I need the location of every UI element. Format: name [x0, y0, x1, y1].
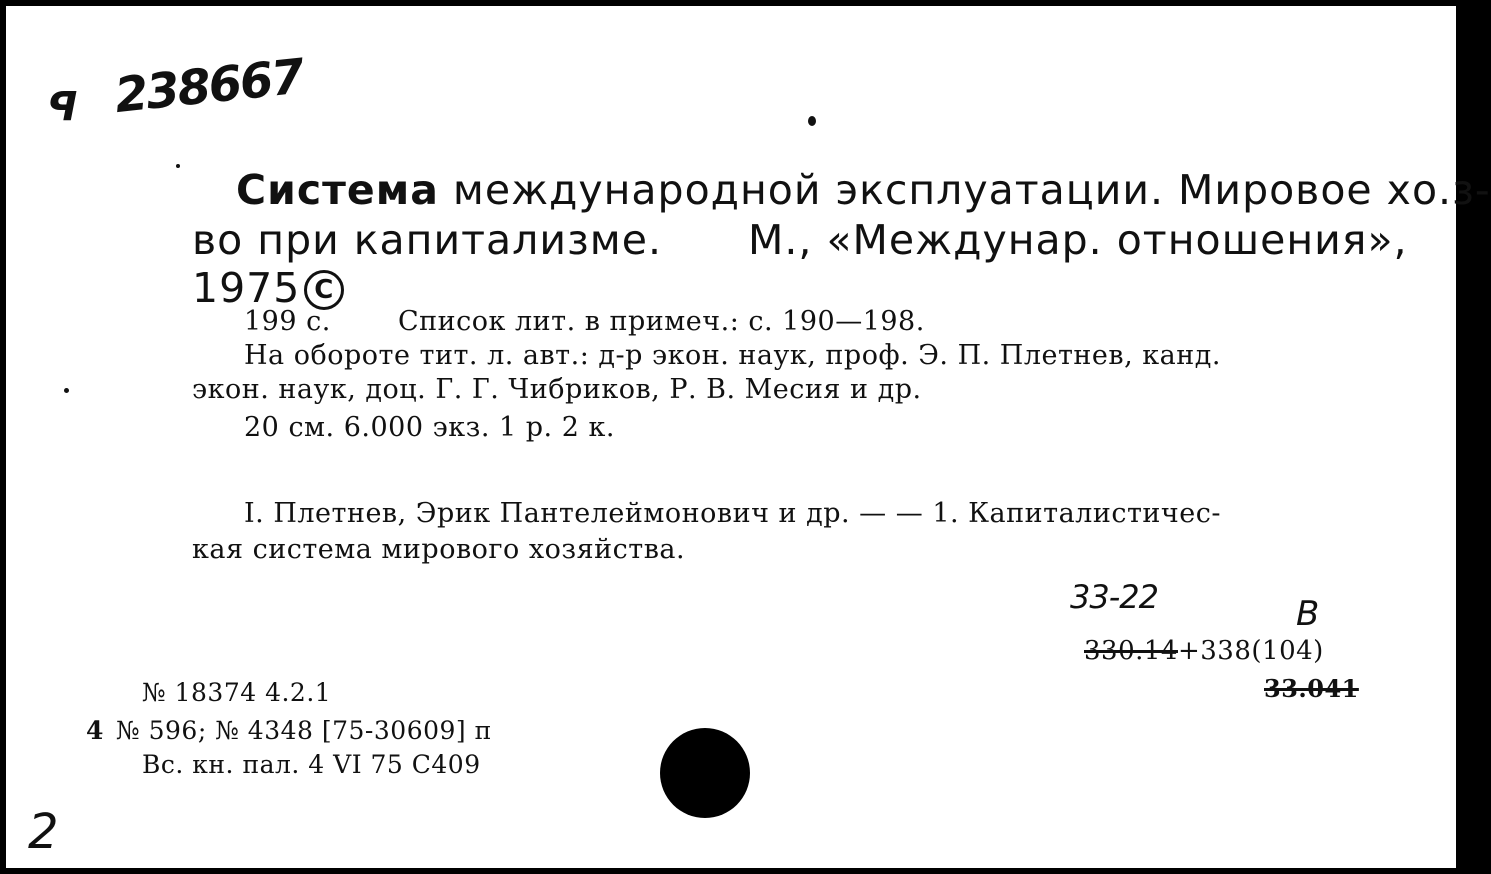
print-line-2: № 596; № 4348 [75-30609] п [116, 716, 492, 745]
copyright-icon: C [304, 270, 344, 310]
publication-year: 1975 [192, 264, 301, 312]
accession-mark: ꟼ [48, 84, 78, 130]
struck-class-code: 33.041 [1264, 674, 1359, 703]
title-line-2-imprint [748, 216, 1408, 264]
title-line-1-end: з- [1452, 166, 1491, 214]
title-line-2-left: во при капитализме. [192, 216, 662, 264]
print-line-1: № 18374 4.2.1 [142, 678, 332, 707]
print-line-2-prefix: 4 [86, 716, 104, 745]
speck [64, 388, 69, 393]
accession-number: 238667 [112, 48, 306, 124]
catalog-card [6, 6, 1491, 868]
bibliography-note: Список лит. в примеч.: с. 190—198. [398, 306, 925, 337]
print-line-3: Вс. кн. пал. 4 VI 75 С409 [142, 750, 481, 779]
shelf-code: 33-22 [1070, 578, 1158, 616]
imprint: М., «Междунар. отношения», [748, 216, 1408, 264]
class-code: +338(104) [1177, 636, 1324, 666]
title-line-1 [236, 166, 1491, 214]
speck [176, 164, 180, 168]
shelf-letter: В [1296, 594, 1320, 634]
tracings-line-2: кая система мирового хозяйства. [192, 534, 686, 565]
authors-note-line-1: На обороте тит. л. авт.: д-р экон. наук, проф. Э. П. Плетнев, канд. [244, 340, 1221, 371]
punch-hole [660, 728, 750, 818]
speck [808, 116, 816, 126]
authors-note-line-2: экон. наук, доц. Г. Г. Чибриков, Р. В. Месия и др. [192, 374, 922, 405]
classification-line [1084, 636, 1324, 666]
tracings-line-1: I. Плетнев, Эрик Пантелеймонович и др. — — 1. Капиталистичес- [244, 498, 1221, 529]
corner-mark: 2 [28, 804, 59, 860]
title-line-1-text: международной эксплуатации. Мировое хо. [438, 166, 1453, 214]
title-line-3 [192, 264, 344, 312]
title-line-2 [192, 216, 662, 264]
title-lead: Система [236, 166, 439, 214]
old-class-code: 330.14 [1084, 636, 1178, 666]
size-price-line: 20 см. 6.000 экз. 1 р. 2 к. [244, 412, 615, 443]
pages: 199 с. [244, 306, 331, 337]
